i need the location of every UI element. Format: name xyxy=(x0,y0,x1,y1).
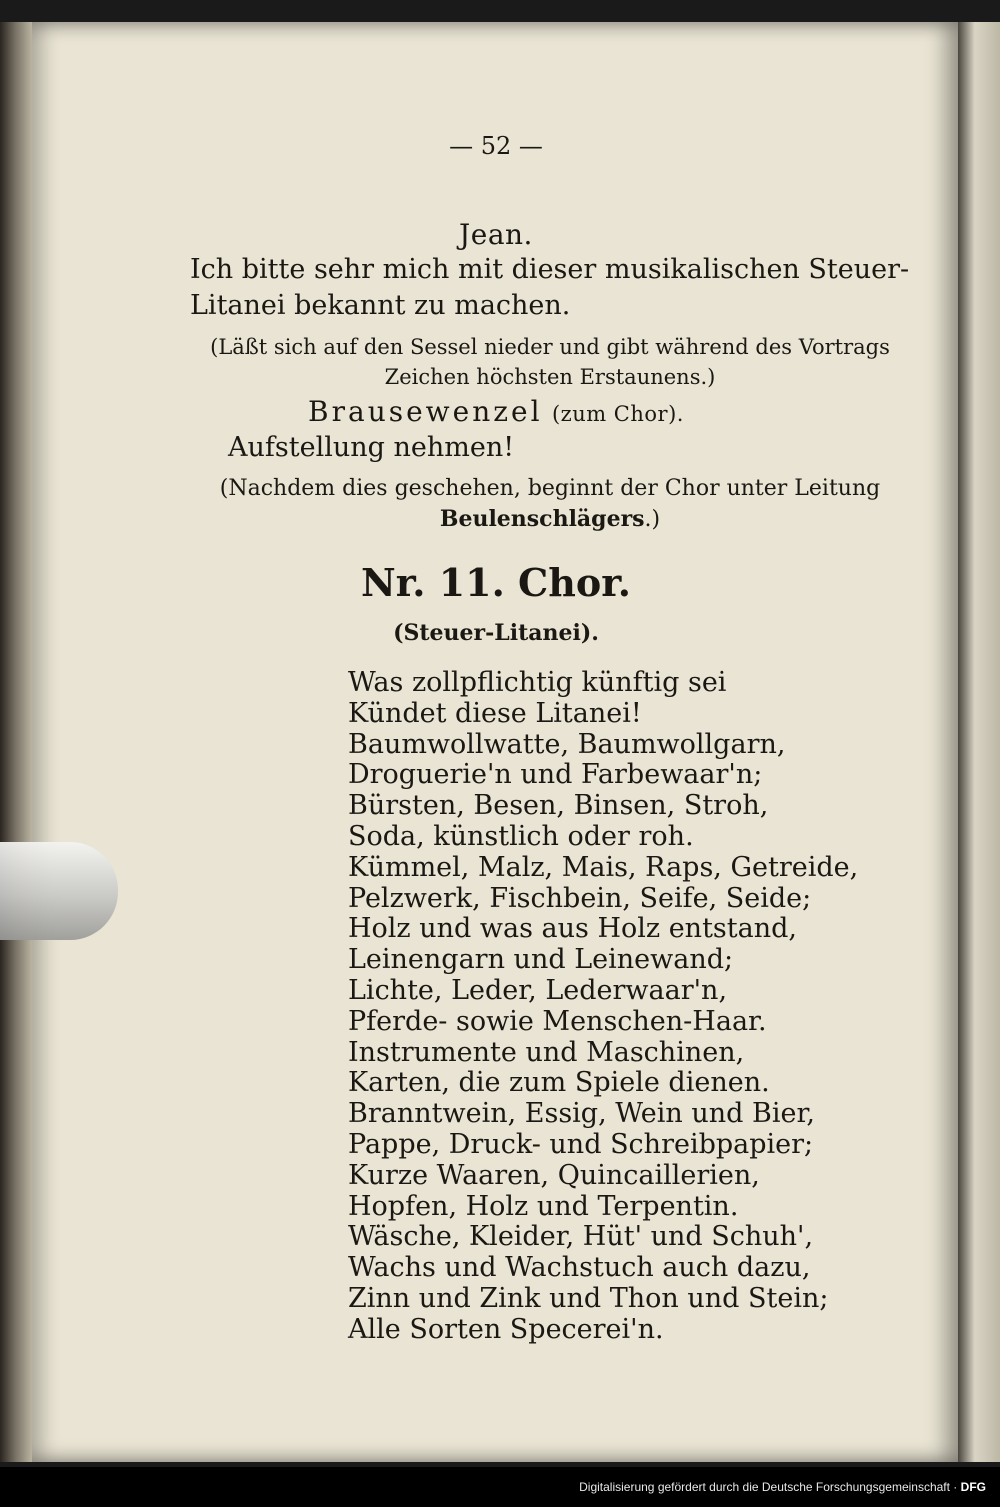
next-page-edge xyxy=(958,22,1000,1462)
verse-line: Branntwein, Essig, Wein und Bier, xyxy=(348,1098,816,1130)
sub-title: (Steuer-Litanei). xyxy=(393,620,599,646)
verse-line: Kümmel, Malz, Mais, Raps, Getreide, xyxy=(348,851,859,883)
book-gutter xyxy=(0,22,36,1462)
book-page xyxy=(32,22,960,1462)
verse-line: Hopfen, Holz und Terpentin. xyxy=(348,1190,739,1222)
dfg-logo: DFG xyxy=(960,1480,986,1494)
speech-brausewenzel: Aufstellung nehmen! xyxy=(228,432,515,463)
page-clip xyxy=(0,842,118,940)
page-number: — 52 — xyxy=(449,132,543,160)
verse-line: Soda, künstlich oder roh. xyxy=(348,820,694,852)
verse-line: Wäsche, Kleider, Hüt' und Schuh', xyxy=(348,1221,814,1253)
verse-line: Baumwollwatte, Baumwollgarn, xyxy=(348,728,786,760)
stage-direction-1: (Läßt sich auf den Sessel nieder und gibt während des Vortrags Zeichen höchsten Erstaunens.) xyxy=(210,335,890,389)
verse-line: Kurze Waaren, Quincaillerien, xyxy=(348,1159,760,1191)
verse-line: Instrumente und Maschinen, xyxy=(348,1036,745,1068)
verse-line: Lichte, Leder, Lederwaar'n, xyxy=(348,974,728,1006)
speaker-brausewenzel xyxy=(32,395,960,428)
speech-jean: Ich bitte sehr mich mit dieser musikalischen Steuer-Litanei bekannt zu machen. xyxy=(190,254,910,321)
verse-line: Was zollpflichtig künftig sei xyxy=(348,667,727,698)
verse-line: Droguerie'n und Farbewaar'n; xyxy=(348,759,763,791)
speaker-jean: Jean. xyxy=(459,218,533,251)
speaker-name: Brausewenzel xyxy=(308,395,543,428)
stage-direction-2-text: (Nachdem dies geschehen, beginnt der Chor unter Leitung xyxy=(219,476,881,501)
stage-direction-2 xyxy=(190,474,910,535)
verse-line: Leinengarn und Leinewand; xyxy=(348,944,734,976)
verse-line: Pappe, Druck- und Schreibpapier; xyxy=(348,1128,814,1160)
verse-line: Holz und was aus Holz entstand, xyxy=(348,913,797,945)
footer-text: Digitalisierung gefördert durch die Deutsche Forschungsgemeinschaft · xyxy=(579,1480,958,1494)
verse-line: Pferde- sowie Menschen-Haar. xyxy=(348,1005,767,1037)
verse-line: Zinn und Zink und Thon und Stein; xyxy=(348,1282,829,1314)
number-title: Nr. 11. Chor. xyxy=(360,560,632,605)
verse-line: Kündet diese Litanei! xyxy=(348,697,642,729)
verse-line: Bürsten, Besen, Binsen, Stroh, xyxy=(348,790,769,822)
stage-direction-2-name: Beulenschlägers xyxy=(439,506,645,532)
verse-line: Karten, die zum Spiele dienen. xyxy=(348,1067,770,1099)
verse-line: Alle Sorten Specerei'n. xyxy=(348,1313,664,1345)
footer-bar xyxy=(0,1467,1000,1507)
speaker-direction: (zum Chor). xyxy=(551,402,684,426)
verse-block xyxy=(348,668,908,1346)
verse-line: Wachs und Wachstuch auch dazu, xyxy=(348,1252,811,1284)
stage-direction-2-end: .) xyxy=(644,507,661,532)
verse-line: Pelzwerk, Fischbein, Seife, Seide; xyxy=(348,882,812,914)
